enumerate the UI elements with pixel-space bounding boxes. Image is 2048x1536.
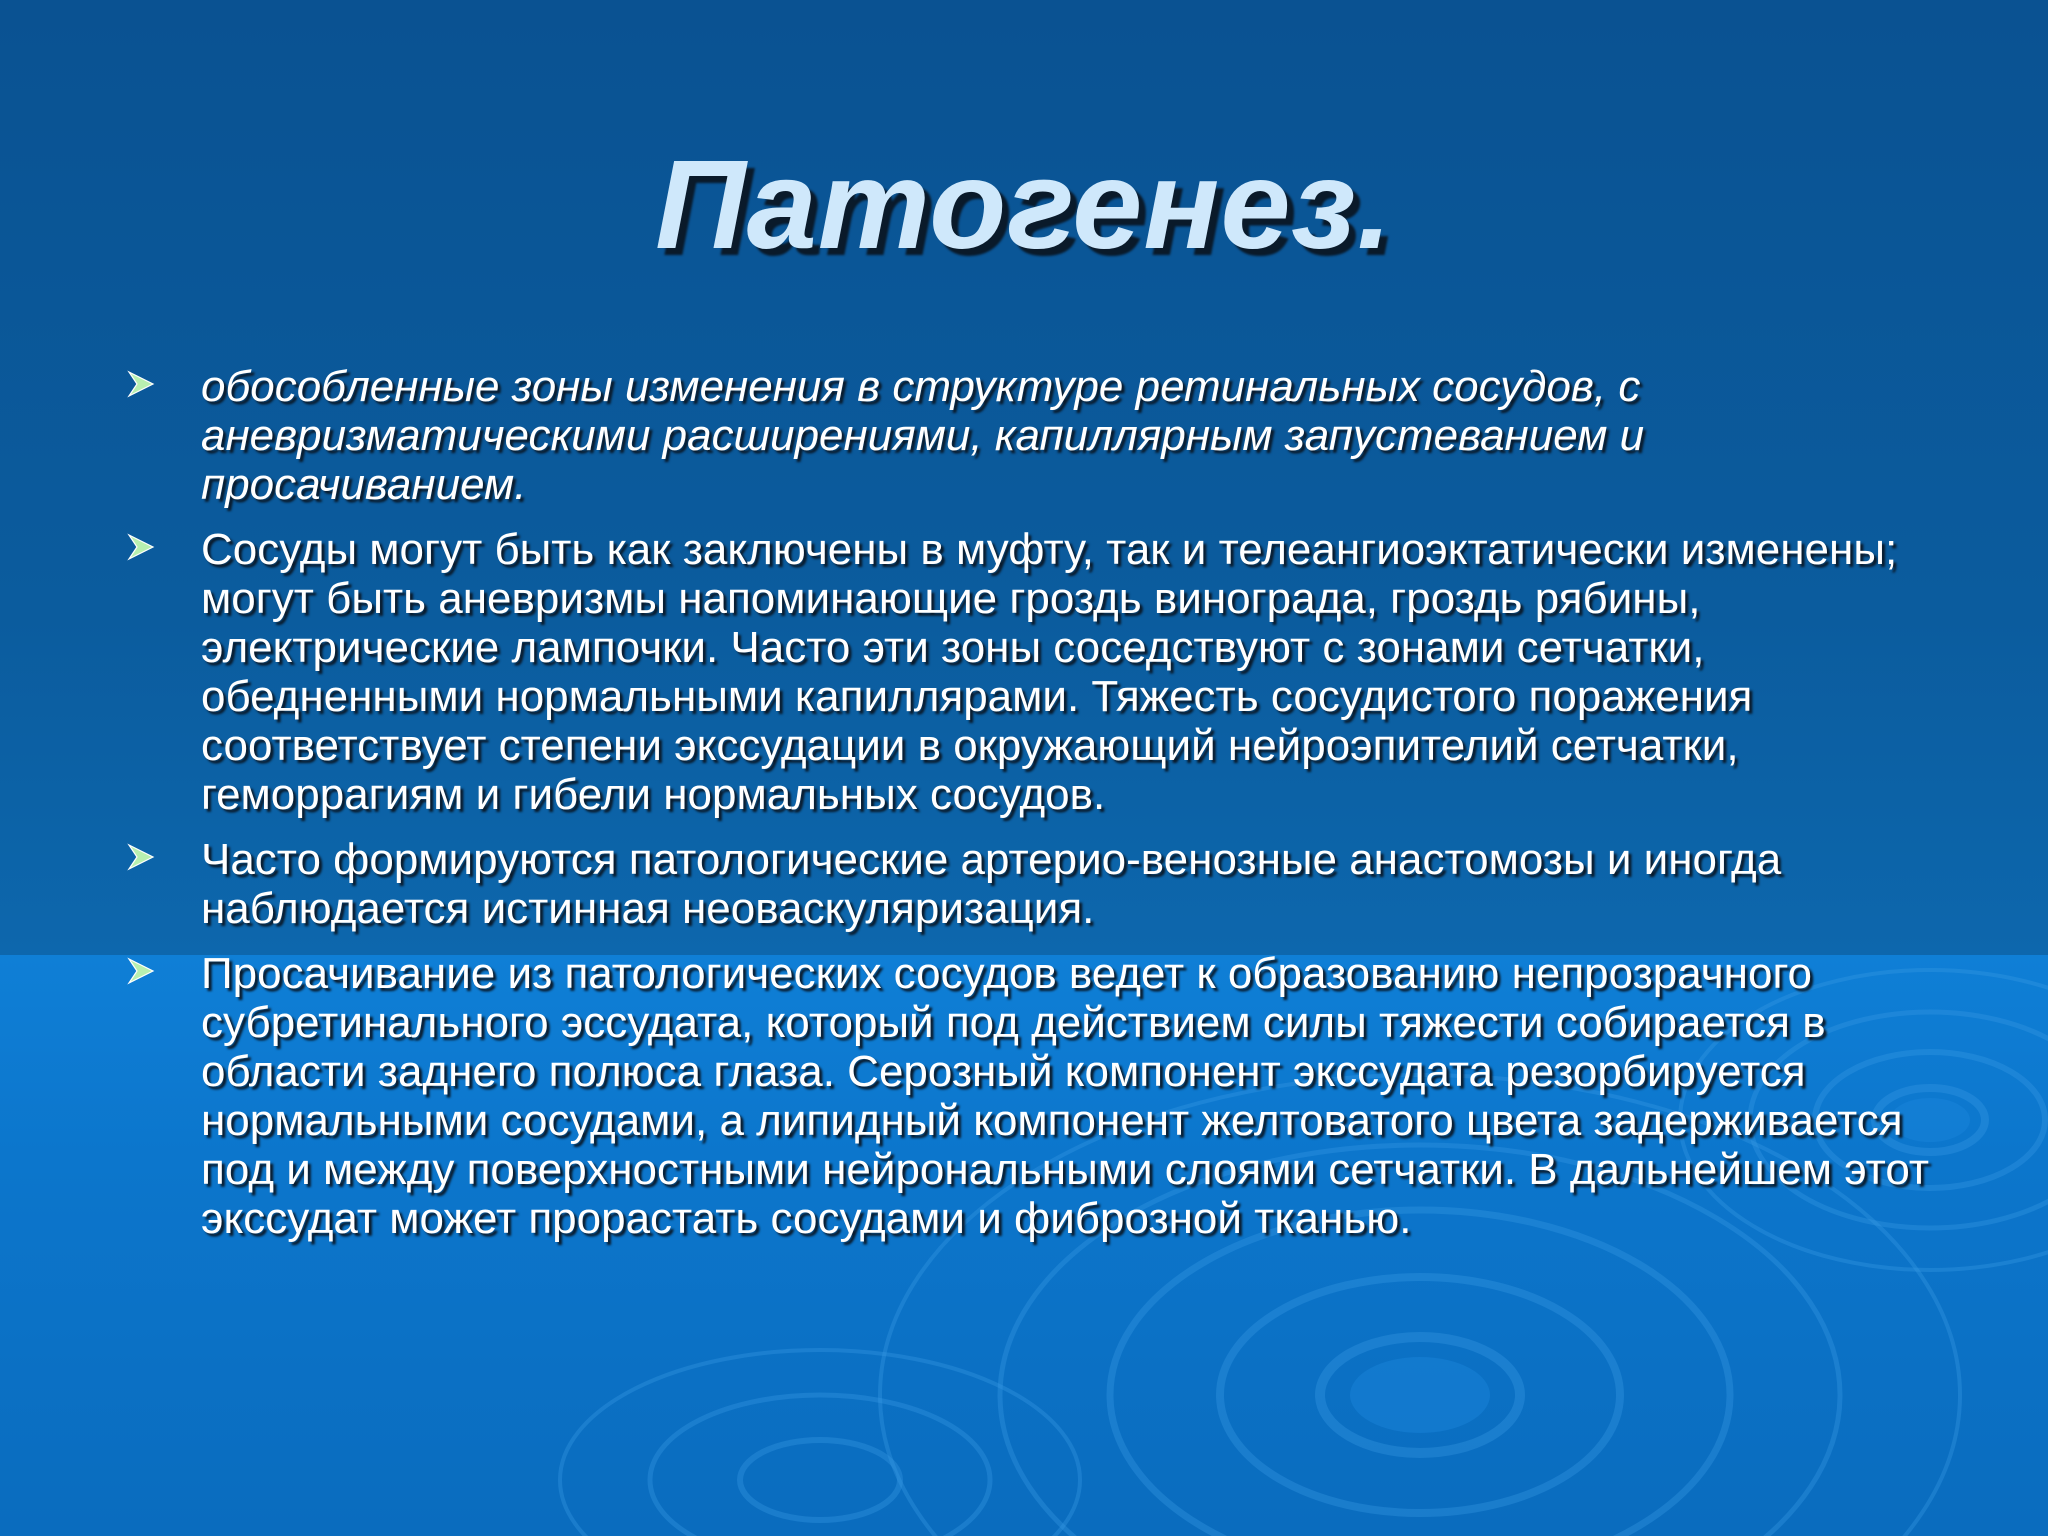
bullet-list (125, 362, 1945, 1259)
bullet-item-4 (125, 949, 1945, 1243)
bullet-item-1 (125, 362, 1945, 509)
bullet-text: Часто формируются патологические артерио-венозные анастомозы и иногда наблюдается истинная неоваскуляризация. (201, 835, 1782, 933)
slide-title: Патогенез. (655, 134, 1393, 275)
arrowhead-bullet-icon (125, 955, 157, 987)
bullet-text: Сосуды могут быть как заключены в муфту, так и телеангиоэктатически изменены; могут быть аневризмы напоминающие гроздь винограда, гроздь рябины, электрические лампочки. Часто эти зоны соседствуют с зонами сетчатки, обедненными нормальными капиллярами. Тяжесть сосудистого поражения соответствует степени экссудации в окружающий нейроэпителий сетчатки, геморрагиям и гибели нормальных сосудов. (201, 525, 1898, 819)
bullet-item-3 (125, 835, 1945, 933)
arrowhead-bullet-icon (125, 841, 157, 873)
bullet-text: обособленные зоны изменения в структуре ретинальных сосудов, с аневризматическими расширениями, капиллярным запустеванием и просачиванием. (201, 362, 1645, 509)
arrowhead-bullet-icon (125, 531, 157, 563)
bullet-text: Просачивание из патологических сосудов ведет к образованию непрозрачного субретинального эссудата, который под действием силы тяжести собирается в области заднего полюса глаза. Серозный компонент экссудата резорбируется нормальными сосудами, а липидный компонент желтоватого цвета задерживается под и между поверхностными нейрональными слоями сетчатки. В дальнейшем этот экссудат может прорастать сосудами и фиброзной тканью. (201, 949, 1929, 1243)
bullet-item-2 (125, 525, 1945, 819)
arrowhead-bullet-icon (125, 368, 157, 400)
